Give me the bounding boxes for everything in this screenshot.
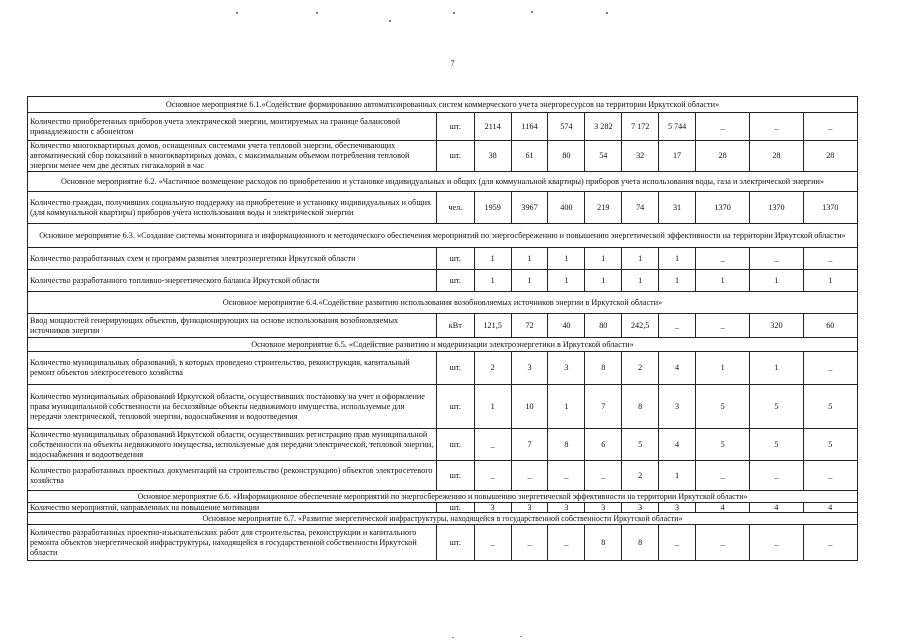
value-cell: _ xyxy=(803,113,857,141)
value-cell: _ xyxy=(750,525,803,561)
indicator-row xyxy=(28,192,858,224)
indicator-row xyxy=(28,141,858,172)
value-cell: 61 xyxy=(511,141,548,172)
value-cell: 1 xyxy=(659,248,696,270)
value-cell: 574 xyxy=(548,113,585,141)
value-cell: 1 xyxy=(548,385,585,429)
value-cell: 80 xyxy=(548,141,585,172)
value-cell: 74 xyxy=(622,192,659,224)
value-cell: 1 xyxy=(803,270,857,292)
value-cell: 2 xyxy=(622,352,659,385)
indicator-row xyxy=(28,525,858,561)
value-cell: 1 xyxy=(548,248,585,270)
value-cell: _ xyxy=(803,525,857,561)
value-cell: 1 xyxy=(548,270,585,292)
value-cell: 3 xyxy=(622,503,659,513)
value-cell: 8 xyxy=(622,385,659,429)
section-header-row xyxy=(28,491,858,503)
indicator-row xyxy=(28,270,858,292)
value-cell: _ xyxy=(695,248,749,270)
value-cell: _ xyxy=(695,525,749,561)
value-cell: 4 xyxy=(659,352,696,385)
unit-cell: шт. xyxy=(436,141,474,172)
value-cell: _ xyxy=(474,525,511,561)
indicator-name: Количество разработанных проектных документаций на строительство (реконструкцию) объектов электросетевого хозяйства xyxy=(28,461,437,491)
value-cell: 5 744 xyxy=(659,113,696,141)
value-cell: 1959 xyxy=(474,192,511,224)
section-header-row xyxy=(28,172,858,192)
value-cell: 7 172 xyxy=(622,113,659,141)
value-cell: 3 xyxy=(659,385,696,429)
value-cell: 400 xyxy=(548,192,585,224)
unit-cell: чел. xyxy=(436,192,474,224)
value-cell: 54 xyxy=(585,141,622,172)
unit-cell: шт. xyxy=(436,385,474,429)
value-cell: 1 xyxy=(474,270,511,292)
value-cell: 1 xyxy=(474,248,511,270)
unit-cell: шт. xyxy=(436,525,474,561)
value-cell: 1 xyxy=(750,352,803,385)
indicator-name: Количество приобретенных приборов учета электрической энергии, монтируемых на границе балансовой принадлежности с абонентом xyxy=(28,113,437,141)
value-cell: 5 xyxy=(750,385,803,429)
section-header-row xyxy=(28,338,858,352)
section-header-row xyxy=(28,97,858,113)
scan-speck xyxy=(531,11,533,13)
indicator-name: Количество граждан, получивших социальную поддержку на приобретение и установку индивидуальных и общих (для коммунальной квартиры) приборов учета использования воды и электрической энергии xyxy=(28,192,437,224)
value-cell: 5 xyxy=(803,385,857,429)
value-cell: 6 xyxy=(585,429,622,461)
value-cell: _ xyxy=(750,461,803,491)
value-cell: 219 xyxy=(585,192,622,224)
value-cell: 1 xyxy=(750,270,803,292)
value-cell: _ xyxy=(474,461,511,491)
value-cell: 3 xyxy=(585,503,622,513)
value-cell: _ xyxy=(803,461,857,491)
value-cell: 72 xyxy=(511,314,548,338)
section-header-row xyxy=(28,224,858,248)
value-cell: 2 xyxy=(622,461,659,491)
value-cell: 1 xyxy=(622,270,659,292)
indicator-row xyxy=(28,113,858,141)
indicator-row xyxy=(28,503,858,513)
value-cell: 1 xyxy=(474,385,511,429)
value-cell: 17 xyxy=(659,141,696,172)
value-cell: _ xyxy=(695,461,749,491)
section-header-row xyxy=(28,292,858,314)
indicator-name: Количество муниципальных образований Иркутской области, осуществивших постановку на учет и оформление права муниципальной собственности на бесхозяйные объекты недвижимого имущества, используемые для передачи электрической, тепловой энергии, водоснабжения и водоотведения xyxy=(28,385,437,429)
value-cell: 1370 xyxy=(695,192,749,224)
section-header: Основное мероприятие 6.3. «Создание системы мониторинга и информационного и методического обеспечения мероприятий по энергосбережению и повышению энергетической эффективности на территории Иркутской области» xyxy=(28,224,858,248)
indicator-name: Количество мероприятий, направленных на повышение мотивации xyxy=(28,503,437,513)
value-cell: 3 282 xyxy=(585,113,622,141)
value-cell: 3 xyxy=(548,352,585,385)
unit-cell: шт. xyxy=(436,248,474,270)
indicator-name: Количество разработанных проектно-изыскательских работ для строительства, реконструкции и капитального ремонта объектов энергетической инфраструктуры, находящейся в государственной собственности Иркутской области xyxy=(28,525,437,561)
unit-cell: кВт xyxy=(436,314,474,338)
value-cell: 32 xyxy=(622,141,659,172)
value-cell: _ xyxy=(548,461,585,491)
value-cell: _ xyxy=(750,248,803,270)
value-cell: 1164 xyxy=(511,113,548,141)
value-cell: 8 xyxy=(548,429,585,461)
value-cell: 5 xyxy=(803,429,857,461)
unit-cell: шт. xyxy=(436,113,474,141)
value-cell: 40 xyxy=(548,314,585,338)
value-cell: 1 xyxy=(585,248,622,270)
value-cell: 1 xyxy=(659,270,696,292)
indicator-name: Количество муниципальных образований Иркутской области, осуществивших регистрацию прав муниципальной собственности на объекты недвижимого имущества, используемые для передачи электрической, тепловой энергии, водоснабжения и водоотведения xyxy=(28,429,437,461)
value-cell: 4 xyxy=(750,503,803,513)
value-cell: _ xyxy=(474,429,511,461)
scan-speck xyxy=(389,20,391,22)
scan-speck xyxy=(520,636,522,637)
value-cell: 4 xyxy=(695,503,749,513)
value-cell: 3 xyxy=(511,352,548,385)
value-cell: 1 xyxy=(659,461,696,491)
section-header: Основное мероприятие 6.5. «Содействие развитию и модернизации электроэнергетики в Иркутской области» xyxy=(28,338,858,352)
value-cell: 1370 xyxy=(750,192,803,224)
indicator-row xyxy=(28,385,858,429)
value-cell: _ xyxy=(695,113,749,141)
value-cell: 7 xyxy=(511,429,548,461)
value-cell: 8 xyxy=(585,352,622,385)
value-cell: _ xyxy=(585,461,622,491)
value-cell: 1 xyxy=(695,352,749,385)
indicator-name: Ввод мощностей генерирующих объектов, функционирующих на основе использования возобновляемых источников энергии xyxy=(28,314,437,338)
value-cell: 3967 xyxy=(511,192,548,224)
value-cell: 242,5 xyxy=(622,314,659,338)
value-cell: _ xyxy=(803,352,857,385)
value-cell: 80 xyxy=(585,314,622,338)
value-cell: _ xyxy=(695,314,749,338)
value-cell: 28 xyxy=(695,141,749,172)
section-header: Основное мероприятие 6.4.«Содействие развитию использования возобновляемых источников энергии в Иркутской области» xyxy=(28,292,858,314)
section-header: Основное мероприятие 6.1.«Содействие формированию автоматизированных систем коммерческого учета энергоресурсов на территории Иркутской области» xyxy=(28,97,858,113)
value-cell: 3 xyxy=(659,503,696,513)
value-cell: 31 xyxy=(659,192,696,224)
value-cell: _ xyxy=(659,314,696,338)
page-number: 7 xyxy=(450,59,455,68)
value-cell: 5 xyxy=(622,429,659,461)
unit-cell: шт. xyxy=(436,352,474,385)
value-cell: 1370 xyxy=(803,192,857,224)
value-cell: 5 xyxy=(695,429,749,461)
value-cell: 3 xyxy=(511,503,548,513)
value-cell: _ xyxy=(803,248,857,270)
scan-speck xyxy=(236,12,238,14)
value-cell: 60 xyxy=(803,314,857,338)
indicator-name: Количество муниципальных образований, в которых проведено строительство, реконструкция, капитальный ремонт объектов электросетевого хозяйства xyxy=(28,352,437,385)
value-cell: _ xyxy=(511,461,548,491)
indicator-name: Количество разработанного топливно-энергетического баланса Иркутской области xyxy=(28,270,437,292)
value-cell: 2114 xyxy=(474,113,511,141)
value-cell: 1 xyxy=(511,270,548,292)
value-cell: 28 xyxy=(750,141,803,172)
value-cell: 10 xyxy=(511,385,548,429)
value-cell: 38 xyxy=(474,141,511,172)
indicator-row xyxy=(28,248,858,270)
value-cell: 8 xyxy=(622,525,659,561)
value-cell: 2 xyxy=(474,352,511,385)
section-header: Основное мероприятие 6.2. «Частичное возмещение расходов по приобретению и установке индивидуальных и общих (для коммунальной квартиры) приборов учета использования воды, газа и электрической энергии» xyxy=(28,172,858,192)
scan-speck xyxy=(606,12,608,14)
unit-cell: шт. xyxy=(436,270,474,292)
section-header: Основное мероприятие 6.7. «Развитие энергетической инфраструктуры, находящейся в государственной собственности Иркутской области» xyxy=(28,513,858,525)
value-cell: _ xyxy=(659,525,696,561)
value-cell: _ xyxy=(548,525,585,561)
value-cell: 8 xyxy=(585,525,622,561)
scan-speck xyxy=(316,12,318,14)
value-cell: 4 xyxy=(659,429,696,461)
value-cell: _ xyxy=(511,525,548,561)
section-header: Основное мероприятие 6.6. «Информационное обеспечение мероприятий по энергосбережению и повышению энергетической эффективности на территории Иркутской области» xyxy=(28,491,858,503)
unit-cell: шт. xyxy=(436,503,474,513)
indicators-table xyxy=(27,96,858,561)
indicator-row xyxy=(28,352,858,385)
indicator-name: Количество разработанных схем и программ развития электроэнергетики Иркутской области xyxy=(28,248,437,270)
value-cell: 7 xyxy=(585,385,622,429)
value-cell: _ xyxy=(750,113,803,141)
indicator-name: Количество многоквартирных домов, оснащенных системами учета тепловой энергии, обеспечивающих автоматический сбор показаний в многоквартирных домах, с максимальным объемом потребления тепловой энергии менее чем две десятых гигакалорий в час xyxy=(28,141,437,172)
value-cell: 5 xyxy=(750,429,803,461)
scan-speck xyxy=(453,12,455,14)
indicator-row xyxy=(28,314,858,338)
value-cell: 3 xyxy=(548,503,585,513)
value-cell: 320 xyxy=(750,314,803,338)
value-cell: 121,5 xyxy=(474,314,511,338)
value-cell: 1 xyxy=(695,270,749,292)
value-cell: 1 xyxy=(622,248,659,270)
value-cell: 28 xyxy=(803,141,857,172)
indicator-row xyxy=(28,461,858,491)
unit-cell: шт. xyxy=(436,429,474,461)
value-cell: 1 xyxy=(511,248,548,270)
unit-cell: шт. xyxy=(436,461,474,491)
value-cell: 4 xyxy=(803,503,857,513)
value-cell: 1 xyxy=(585,270,622,292)
section-header-row xyxy=(28,513,858,525)
value-cell: 5 xyxy=(695,385,749,429)
value-cell: 3 xyxy=(474,503,511,513)
indicator-row xyxy=(28,429,858,461)
scan-speck xyxy=(452,637,454,638)
